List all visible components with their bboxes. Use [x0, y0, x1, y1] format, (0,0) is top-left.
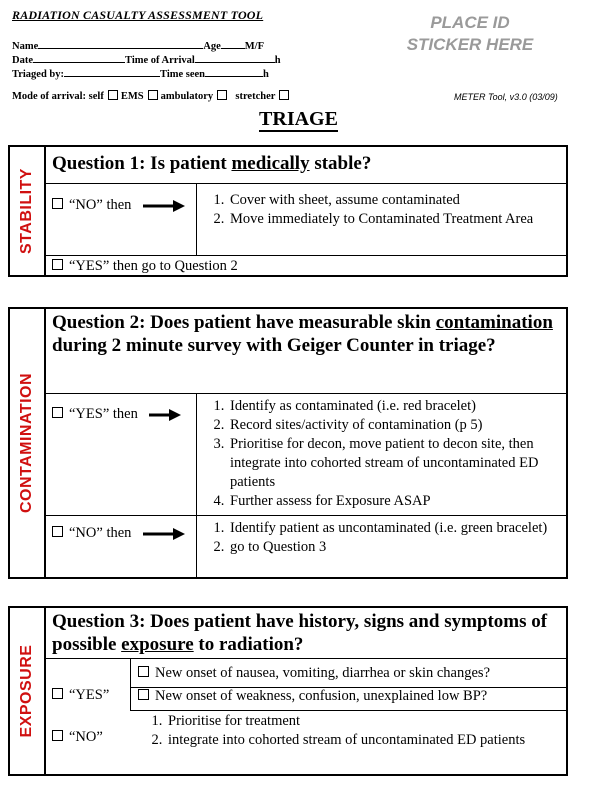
q1-yes-checkbox[interactable] [52, 259, 63, 270]
q3-title-emphasis: exposure [121, 634, 194, 655]
q2-no-actions [200, 519, 562, 557]
list-item: 2. Record sites/activity of contamination (p 5) [228, 416, 562, 435]
q2-no-label: “NO” then [69, 525, 132, 541]
list-item: 1. Identify patient as uncontaminated (i.e. green bracelet) [228, 519, 562, 538]
stability-label: STABILITY [18, 168, 35, 254]
q3-title-text: Question 3: Does patient have history, signs and symptoms of possible [52, 611, 548, 655]
name-label: Name [12, 41, 39, 52]
list-item: 2. integrate into cohorted stream of uncontaminated ED patients [166, 731, 558, 750]
mode-of-arrival [12, 90, 292, 102]
date-row [12, 52, 281, 66]
q2-title-end: during 2 minute survey with Geiger Counter in triage? [52, 335, 496, 356]
list-item: 1. Identify as contaminated (i.e. red bracelet) [228, 397, 562, 416]
q2-no-checkbox[interactable] [52, 526, 63, 537]
q1-no-label: “NO” then [69, 197, 132, 213]
q3-yes-checkbox[interactable] [52, 688, 63, 699]
ambulatory-checkbox[interactable] [217, 90, 227, 100]
mode-label: Mode of arrival: self [12, 91, 104, 102]
list-item: 2. Move immediately to Contaminated Treatment Area [228, 210, 560, 229]
mode-ems-label: EMS [120, 91, 144, 102]
age-label: Age [203, 41, 221, 52]
q1-no-cell [52, 196, 185, 215]
name-field[interactable] [38, 38, 203, 49]
question-2-box [8, 307, 568, 579]
question-1-box [8, 145, 568, 277]
q3-no-checkbox[interactable] [52, 730, 63, 741]
hour-unit: h [274, 55, 281, 66]
sticker-line-2: STICKER HERE [406, 35, 534, 54]
time-seen-label: Time seen [160, 69, 206, 80]
symptom-text: New onset of weakness, confusion, unexplained low BP? [155, 688, 488, 704]
q2-no-cell [52, 524, 185, 543]
q1-title-text: Question 1: Is patient [52, 153, 232, 174]
list-item: 4. Further assess for Exposure ASAP [228, 492, 562, 511]
list-item: 1. Prioritise for treatment [166, 712, 558, 731]
q1-no-actions [200, 191, 560, 229]
ems-checkbox[interactable] [148, 90, 158, 100]
question-3-title [52, 610, 557, 656]
hour-unit: h [263, 69, 269, 80]
question-2-title [52, 311, 557, 357]
section-heading [0, 108, 597, 131]
q2-yes-actions [200, 397, 562, 511]
time-seen-field[interactable] [205, 66, 263, 77]
q1-no-checkbox[interactable] [52, 198, 63, 209]
exposure-label: EXPOSURE [18, 644, 35, 738]
question-3-box [8, 606, 568, 776]
triaged-by-field[interactable] [64, 66, 160, 77]
symptom-checkbox[interactable] [138, 689, 149, 700]
q1-title-end: stable? [309, 153, 372, 174]
mode-ambulatory-label: ambulatory [160, 91, 214, 102]
triage-title: TRIAGE [259, 108, 338, 130]
q2-title-emphasis: contamination [435, 312, 553, 333]
time-arrival-field[interactable] [195, 52, 275, 63]
symptom-item [138, 664, 566, 683]
q3-title-end: to radiation? [193, 634, 304, 655]
triaged-by-label: Triaged by: [12, 69, 65, 80]
age-field[interactable] [221, 38, 245, 49]
q1-yes-label: “YES” then go to Question 2 [69, 258, 238, 274]
question-1-title [52, 152, 562, 175]
list-item: 1. Cover with sheet, assume contaminated [228, 191, 560, 210]
sticker-line-1: PLACE ID [430, 13, 510, 32]
q2-yes-checkbox[interactable] [52, 407, 63, 418]
contamination-side [10, 309, 46, 577]
time-arrival-label: Time of Arrival [125, 55, 195, 66]
stretcher-checkbox[interactable] [279, 90, 289, 100]
q2-yes-cell [52, 405, 181, 424]
arrow-right-icon [149, 409, 181, 421]
symptom-text: New onset of nausea, vomiting, diarrhea or skin changes? [155, 665, 491, 681]
q1-yes-cell [52, 257, 238, 276]
exposure-side [10, 608, 46, 774]
list-item: 2. go to Question 3 [228, 538, 562, 557]
q2-title-text: Question 2: Does patient have measurable skin [52, 312, 436, 333]
q3-no-actions [138, 712, 558, 750]
arrow-right-icon [143, 528, 185, 540]
mode-stretcher-label: stretcher [235, 91, 276, 102]
q3-no-cell [52, 728, 103, 747]
version-label: METER Tool, v3.0 (03/09) [454, 92, 558, 102]
sex-label: M/F [244, 41, 264, 52]
q3-yes-label: “YES” [69, 687, 110, 703]
self-checkbox[interactable] [108, 90, 118, 100]
symptom-checkbox[interactable] [138, 666, 149, 677]
symptom-item [138, 687, 566, 706]
triage-row [12, 66, 269, 80]
date-label: Date [12, 55, 33, 66]
contamination-label: CONTAMINATION [18, 372, 35, 514]
form-title: RADIATION CASUALTY ASSESSMENT TOOL [12, 8, 264, 22]
q2-yes-label: “YES” then [69, 406, 138, 422]
q1-title-emphasis: medically [231, 153, 310, 174]
q3-yes-symptoms [138, 664, 566, 706]
arrow-right-icon [143, 200, 185, 212]
name-row [12, 38, 264, 52]
id-sticker-placeholder [380, 12, 560, 56]
q3-yes-cell [52, 686, 109, 705]
list-item: 3. Prioritise for decon, move patient to decon site, then integrate into cohorted stream of uncontaminated ED patients [228, 435, 562, 492]
date-field[interactable] [33, 52, 125, 63]
q3-no-label: “NO” [69, 729, 103, 745]
stability-side [10, 147, 46, 275]
